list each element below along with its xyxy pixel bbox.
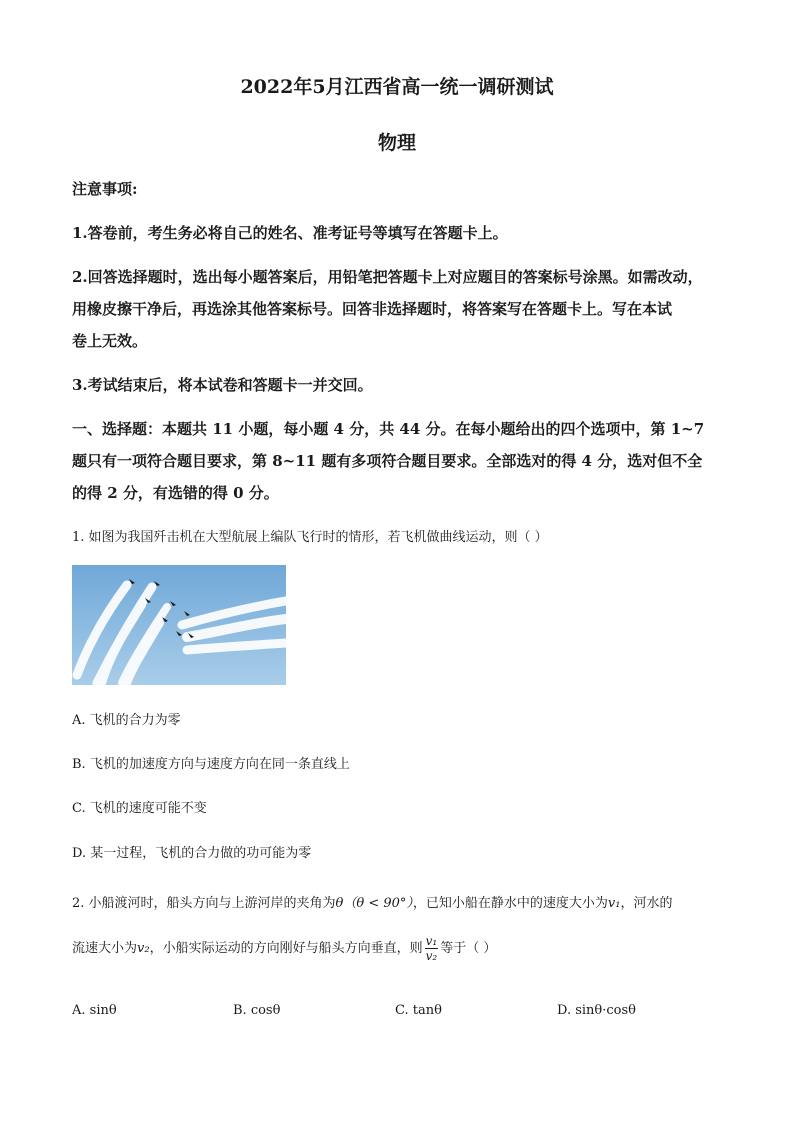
notes-heading: 注意事项: <box>72 180 138 198</box>
subject-title: 物理 <box>377 132 416 154</box>
notes-item-3: 3.考试结束后，将本试卷和答题卡一并交回。 <box>72 376 373 394</box>
question-2-stem-part-c: ，河水的 <box>620 896 673 911</box>
question-2-choice-a: A. sinθ <box>72 1003 117 1018</box>
exam-title: 2022年5月江西省高一统一调研测试 <box>240 76 554 98</box>
question-2-choice-b: B. cosθ <box>233 1003 281 1018</box>
section-instructions-line-1: 一、选择题：本题共 11 小题，每小题 4 分，共 44 分。在每小题给出的四个选项中，第 1~7 <box>72 420 705 438</box>
angle-condition: （θ < 90°） <box>343 896 413 911</box>
question-1-option-b: B. 飞机的加速度方向与速度方向在同一条直线上 <box>72 757 350 772</box>
airshow-photo <box>72 565 286 685</box>
question-2-stem-part-a: 2. 小船渡河时，船头方向与上游河岸的夹角为 <box>72 896 336 911</box>
v1-symbol: v₁ <box>607 896 621 911</box>
section-instructions-line-2: 题只有一项符合题目要求，第 8~11 题有多项符合题目要求。全部选对的得 4 分，选对但不全 <box>72 452 703 470</box>
question-2-stem-line-1 <box>72 892 673 911</box>
question-2-choices <box>72 1003 722 1023</box>
question-1-stem: 1. 如图为我国歼击机在大型航展上编队飞行时的情形，若飞机做曲线运动，则（ ） <box>72 530 548 545</box>
notes-item-2-line-3: 卷上无效。 <box>72 332 148 350</box>
question-2-stem-line-2 <box>72 934 496 963</box>
question-1-option-c: C. 飞机的速度可能不变 <box>72 801 207 816</box>
fraction-numerator: v₁ <box>425 934 438 948</box>
question-2-line2-part-b: ，小船实际运动的方向刚好与船头方向垂直，则 <box>149 941 423 956</box>
section-instructions-line-3: 的得 2 分，有选错的得 0 分。 <box>72 484 279 502</box>
question-1-option-d: D. 某一过程，飞机的合力做的功可能为零 <box>72 846 312 861</box>
notes-item-2-line-1: 2.回答选择题时，选出每小题答案后，用铅笔把答题卡上对应题目的答案标号涂黑。如需改动， <box>72 268 703 286</box>
question-2-choice-d: D. sinθ·cosθ <box>557 1003 636 1018</box>
question-2-choice-c: C. tanθ <box>395 1003 442 1018</box>
theta-symbol: θ <box>335 896 344 911</box>
v2-symbol: v₂ <box>137 941 150 956</box>
question-2-stem-part-b: ，已知小船在静水中的速度大小为 <box>412 896 608 911</box>
fraction-denominator: v₂ <box>425 949 438 963</box>
v1-over-v2-fraction <box>425 934 439 963</box>
question-2-line2-part-c: 等于（ ） <box>440 941 497 956</box>
question-1-option-a: A. 飞机的合力为零 <box>72 713 181 728</box>
notes-item-2-line-2: 用橡皮擦干净后，再选涂其他答案标号。回答非选择题时，将答案写在答题卡上。写在本试 <box>72 300 673 318</box>
notes-item-1: 1.答卷前，考生务必将自己的姓名、准考证号等填写在答题卡上。 <box>72 224 508 242</box>
question-2-line2-part-a: 流速大小为 <box>72 941 138 956</box>
